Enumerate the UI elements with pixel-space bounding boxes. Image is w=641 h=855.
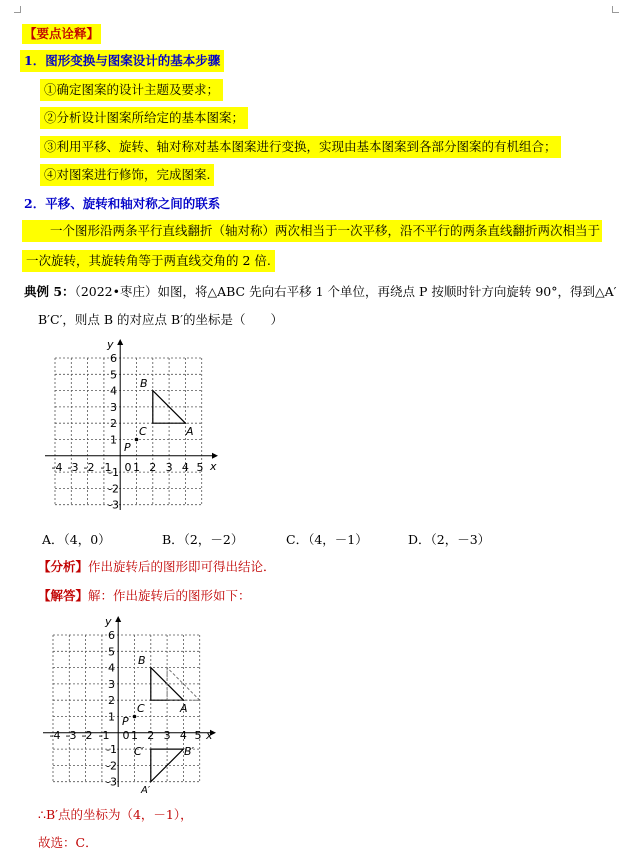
x-tick: -3 bbox=[65, 729, 77, 742]
choice-b: B．（2，－2） bbox=[162, 532, 244, 547]
x-tick: 5 bbox=[196, 461, 204, 474]
example-line-1 bbox=[24, 282, 616, 302]
x-tick-labels bbox=[50, 729, 202, 742]
y-tick: -3 bbox=[106, 775, 117, 789]
y-tick: 4 bbox=[108, 661, 115, 675]
heading-2: 2．平移、旋转和轴对称之间的联系 bbox=[24, 196, 221, 211]
point-label-b: B bbox=[140, 377, 148, 390]
axis-label-x: x bbox=[206, 729, 213, 742]
y-tick: -3 bbox=[108, 498, 119, 512]
x-tick: 2 bbox=[147, 729, 155, 742]
point-label-p: P bbox=[122, 715, 129, 728]
x-tick: 2 bbox=[149, 461, 157, 474]
y-tick: 3 bbox=[108, 677, 115, 691]
x-tick: 1 bbox=[131, 729, 138, 742]
x-tick: 0 bbox=[122, 729, 130, 742]
step-4: ④对图案进行修饰，完成图案. bbox=[40, 164, 214, 186]
grid-lines bbox=[55, 358, 202, 505]
step-2: ②分析设计图案所给定的基本图案； bbox=[40, 107, 248, 129]
x-tick: -1 bbox=[100, 461, 112, 474]
x-tick: -1 bbox=[98, 729, 110, 742]
y-tick-labels bbox=[108, 352, 119, 512]
point-label-c-prime: C′ bbox=[134, 745, 145, 758]
y-tick: 3 bbox=[110, 400, 117, 414]
figure-2-grid bbox=[38, 617, 218, 797]
y-tick: 2 bbox=[108, 694, 115, 708]
x-axis-arrow bbox=[212, 453, 218, 459]
point-label-b: B bbox=[138, 654, 146, 667]
y-axis-arrow bbox=[115, 616, 121, 622]
y-tick: 4 bbox=[110, 384, 117, 398]
page-corner-mark-right bbox=[612, 6, 619, 13]
step-1: ①确定图案的设计主题及要求； bbox=[40, 79, 223, 101]
answer-tag: 【解答】 bbox=[38, 588, 89, 603]
conclusion: ∴B′点的坐标为（4，－1）， bbox=[38, 807, 193, 822]
y-tick: 6 bbox=[108, 629, 115, 642]
grid-lines bbox=[53, 635, 200, 782]
y-tick-labels bbox=[106, 629, 117, 789]
y-tick: 5 bbox=[110, 368, 117, 382]
choice-a: A．（4，0） bbox=[42, 532, 111, 547]
step-3: ③利用平移、旋转、轴对称对基本图案进行变换，实现由基本图案到各部分图案的有机组合； bbox=[40, 136, 561, 158]
paragraph-line-2: 一次旋转，其旋转角等于两直线交角的 2 倍. bbox=[22, 250, 275, 272]
final-answer: 故选：C． bbox=[38, 835, 98, 850]
axis-label-y: y bbox=[107, 338, 114, 351]
point-label-a-prime: A′ bbox=[141, 785, 151, 796]
axis-label-y: y bbox=[105, 615, 112, 628]
y-tick: 5 bbox=[108, 645, 115, 659]
x-tick: 1 bbox=[133, 461, 140, 474]
analysis-tag: 【分析】 bbox=[38, 559, 89, 574]
x-tick: -4 bbox=[49, 729, 61, 742]
answer-text: 解：作出旋转后的图形如下： bbox=[88, 588, 251, 603]
analysis-text: 作出旋转后的图形即可得出结论． bbox=[88, 559, 276, 574]
figure-1-grid bbox=[40, 340, 220, 510]
example-line-2: B′C′，则点 B 的对应点 B′的坐标是（ ） bbox=[38, 312, 284, 327]
y-tick: -2 bbox=[106, 759, 117, 773]
y-axis-arrow bbox=[117, 339, 123, 345]
y-tick: 1 bbox=[110, 433, 117, 447]
x-tick: -3 bbox=[67, 461, 79, 474]
heading-1: 1．图形变换与图案设计的基本步骤 bbox=[20, 50, 224, 72]
y-tick: 2 bbox=[110, 417, 117, 431]
point-label-c: C bbox=[137, 702, 145, 715]
y-tick: 1 bbox=[108, 710, 115, 724]
x-tick: 0 bbox=[124, 461, 132, 474]
example-text-1: （2022•枣庄）如图，将△ABC 先向右平移 1 个单位，再绕点 P 按顺时针方向旋转 90°，得到△A′ bbox=[74, 284, 617, 299]
choice-c: C．（4，－1） bbox=[286, 532, 368, 547]
point-label-p: P bbox=[124, 441, 131, 454]
point-p bbox=[135, 438, 139, 442]
y-tick: -2 bbox=[108, 482, 119, 496]
point-label-a: A bbox=[180, 702, 188, 715]
y-tick: -1 bbox=[108, 466, 119, 479]
analysis-line bbox=[38, 558, 276, 576]
x-tick: -2 bbox=[81, 729, 93, 742]
x-tick: 3 bbox=[163, 729, 171, 742]
section-tag: 【要点诠释】 bbox=[22, 24, 101, 44]
point-label-c: C bbox=[139, 425, 147, 438]
y-tick: -1 bbox=[106, 743, 117, 756]
x-tick: 4 bbox=[179, 729, 187, 742]
x-tick: 5 bbox=[194, 729, 202, 742]
choice-d: D．（2，－3） bbox=[408, 532, 491, 547]
page-corner-mark-left bbox=[14, 6, 21, 13]
point-label-a: A bbox=[186, 425, 194, 438]
point-label-b-prime: B′ bbox=[184, 745, 195, 758]
x-tick: 3 bbox=[165, 461, 173, 474]
paragraph-line-1: 一个图形沿两条平行直线翻折（轴对称）两次相当于一次平移，沿不平行的两条直线翻折两次相当于 bbox=[22, 220, 602, 242]
x-tick: -4 bbox=[51, 461, 63, 474]
x-tick: -2 bbox=[83, 461, 95, 474]
x-tick: 4 bbox=[181, 461, 189, 474]
example-label: 典例 5： bbox=[24, 284, 75, 299]
point-p bbox=[133, 715, 137, 719]
answer-line bbox=[38, 587, 251, 605]
axis-label-x: x bbox=[210, 460, 217, 473]
y-tick: 6 bbox=[110, 352, 117, 365]
